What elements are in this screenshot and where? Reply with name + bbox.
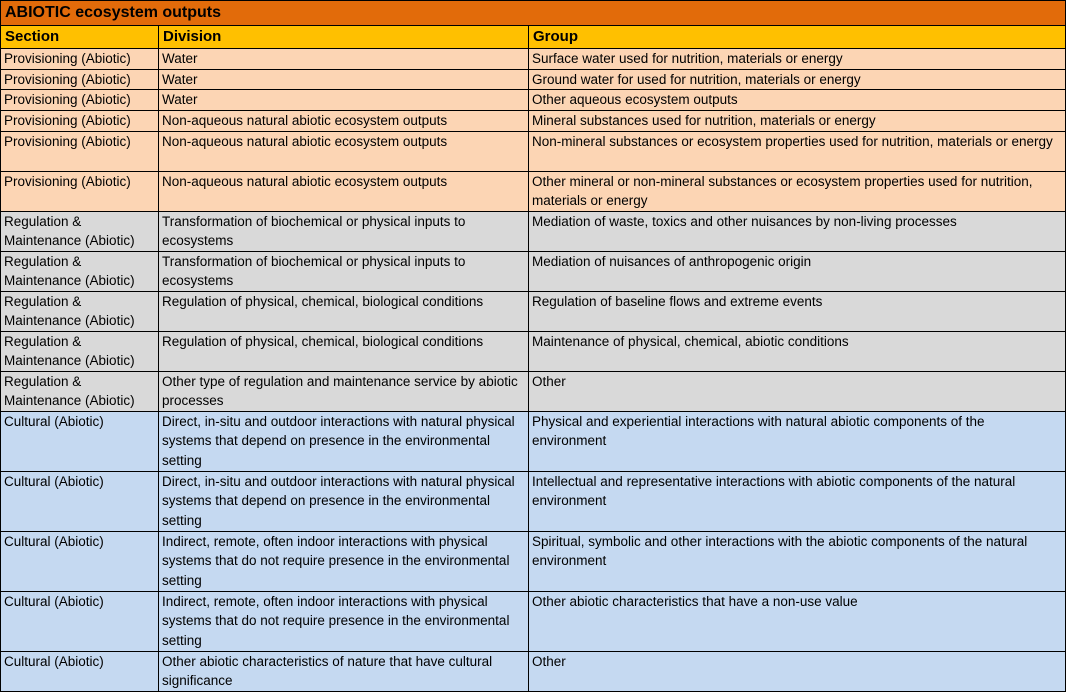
table-row (1, 211, 1066, 251)
cell-group: Spiritual, symbolic and other interactions with the abiotic components of the natural environment (529, 531, 1066, 591)
cell-section: Provisioning (Abiotic) (1, 90, 159, 111)
cell-group: Mediation of nuisances of anthropogenic origin (529, 251, 1066, 291)
column-header-group: Group (529, 26, 1066, 49)
cell-section: Cultural (Abiotic) (1, 471, 159, 531)
table-row (1, 531, 1066, 591)
cell-group: Mediation of waste, toxics and other nuisances by non-living processes (529, 211, 1066, 251)
cell-group: Maintenance of physical, chemical, abiotic conditions (529, 331, 1066, 371)
cell-division: Water (159, 90, 529, 111)
column-header-row (1, 26, 1066, 49)
table-row (1, 651, 1066, 691)
cell-group: Ground water for used for nutrition, materials or energy (529, 69, 1066, 90)
cell-division: Non-aqueous natural abiotic ecosystem outputs (159, 131, 529, 171)
table-row (1, 371, 1066, 411)
cell-division: Indirect, remote, often indoor interactions with physical systems that do not require presence in the environmental setting (159, 531, 529, 591)
cell-section: Cultural (Abiotic) (1, 591, 159, 651)
cell-section: Regulation & Maintenance (Abiotic) (1, 251, 159, 291)
cell-group: Other mineral or non-mineral substances or ecosystem properties used for nutrition, materials or energy (529, 171, 1066, 211)
cell-group: Non-mineral substances or ecosystem properties used for nutrition, materials or energy (529, 131, 1066, 171)
column-header-section: Section (1, 26, 159, 49)
table-row (1, 591, 1066, 651)
cell-division: Non-aqueous natural abiotic ecosystem outputs (159, 171, 529, 211)
cell-group: Surface water used for nutrition, materials or energy (529, 49, 1066, 70)
cell-group: Physical and experiential interactions with natural abiotic components of the environment (529, 411, 1066, 471)
cell-section: Cultural (Abiotic) (1, 651, 159, 691)
cell-section: Cultural (Abiotic) (1, 531, 159, 591)
table-row (1, 110, 1066, 131)
table-row (1, 471, 1066, 531)
cell-section: Regulation & Maintenance (Abiotic) (1, 331, 159, 371)
table-row (1, 49, 1066, 70)
table-row (1, 69, 1066, 90)
cell-division: Transformation of biochemical or physical inputs to ecosystems (159, 211, 529, 251)
column-header-division: Division (159, 26, 529, 49)
cell-division: Non-aqueous natural abiotic ecosystem outputs (159, 110, 529, 131)
table-row (1, 171, 1066, 211)
cell-group: Other aqueous ecosystem outputs (529, 90, 1066, 111)
cell-group: Regulation of baseline flows and extreme events (529, 291, 1066, 331)
table-row (1, 90, 1066, 111)
cell-division: Transformation of biochemical or physical inputs to ecosystems (159, 251, 529, 291)
cell-section: Provisioning (Abiotic) (1, 49, 159, 70)
cell-division: Water (159, 49, 529, 70)
table-title: ABIOTIC ecosystem outputs (1, 1, 1066, 26)
table-row (1, 411, 1066, 471)
cell-section: Provisioning (Abiotic) (1, 171, 159, 211)
cell-division: Direct, in-situ and outdoor interactions with natural physical systems that depend on presence in the environmental setting (159, 471, 529, 531)
cell-division: Direct, in-situ and outdoor interactions with natural physical systems that depend on presence in the environmental setting (159, 411, 529, 471)
cell-section: Provisioning (Abiotic) (1, 110, 159, 131)
cell-group: Other (529, 651, 1066, 691)
table-title-row (1, 1, 1066, 26)
cell-division: Water (159, 69, 529, 90)
cell-division: Other type of regulation and maintenance service by abiotic processes (159, 371, 529, 411)
cell-group: Mineral substances used for nutrition, materials or energy (529, 110, 1066, 131)
cell-division: Regulation of physical, chemical, biological conditions (159, 291, 529, 331)
cell-section: Provisioning (Abiotic) (1, 69, 159, 90)
table-row (1, 291, 1066, 331)
cell-section: Regulation & Maintenance (Abiotic) (1, 371, 159, 411)
cell-group: Other (529, 371, 1066, 411)
cell-section: Provisioning (Abiotic) (1, 131, 159, 171)
cell-section: Regulation & Maintenance (Abiotic) (1, 291, 159, 331)
table-row (1, 131, 1066, 171)
cell-section: Regulation & Maintenance (Abiotic) (1, 211, 159, 251)
table-row (1, 331, 1066, 371)
cell-section: Cultural (Abiotic) (1, 411, 159, 471)
cell-group: Intellectual and representative interactions with abiotic components of the natural environment (529, 471, 1066, 531)
cell-division: Indirect, remote, often indoor interactions with physical systems that do not require presence in the environmental setting (159, 591, 529, 651)
table-row (1, 251, 1066, 291)
cell-group: Other abiotic characteristics that have a non-use value (529, 591, 1066, 651)
cell-division: Other abiotic characteristics of nature that have cultural significance (159, 651, 529, 691)
cell-division: Regulation of physical, chemical, biological conditions (159, 331, 529, 371)
